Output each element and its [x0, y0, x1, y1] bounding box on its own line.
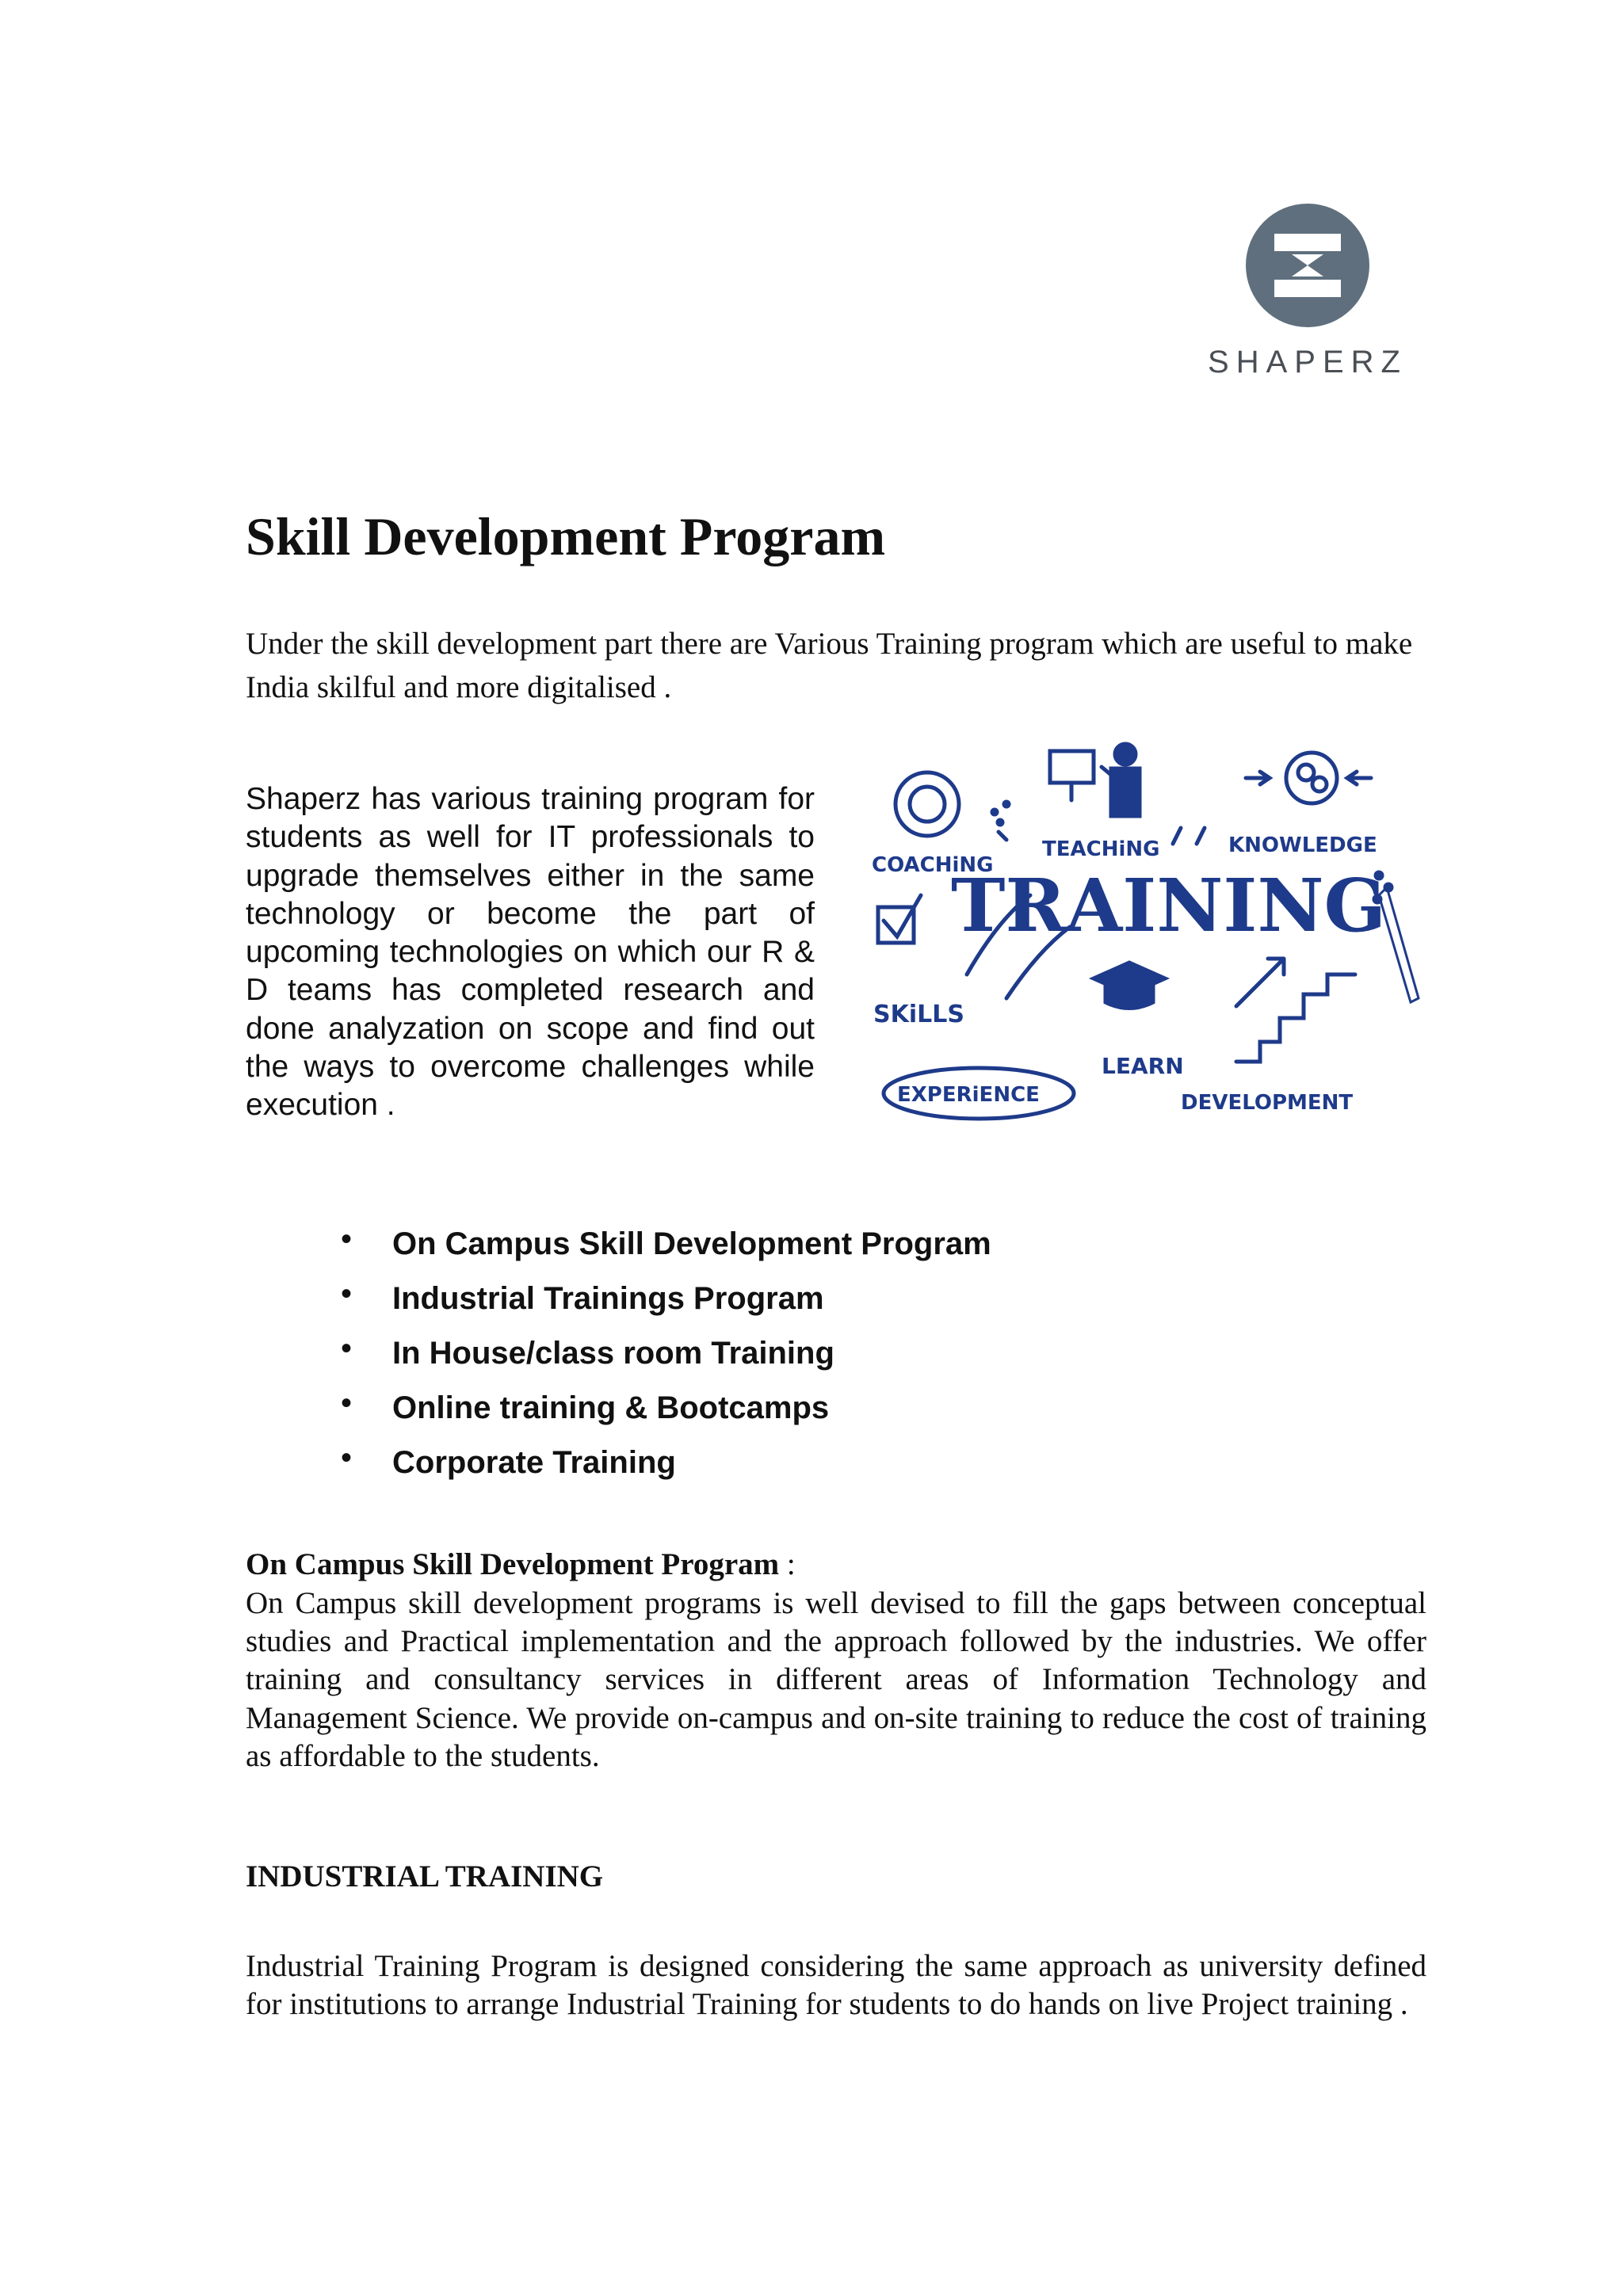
list-item: • On Campus Skill Development Program	[341, 1226, 991, 1281]
about-paragraph: Shaperz has various training program for students as well for IT professionals to upgrade themselves either in the same technology or become the part of upcoming technologies on which our R & D teams has completed research and done analyzation on scope and find out the ways to overcome challenges while execution .	[246, 782, 815, 1123]
word-skills: SKiLLS	[873, 1001, 964, 1028]
list-item: • Online training & Bootcamps	[341, 1390, 991, 1445]
on-campus-heading	[246, 1547, 796, 1582]
shaperz-logo	[1189, 202, 1426, 400]
list-item: • In House/class room Training	[341, 1336, 991, 1390]
industrial-heading: INDUSTRIAL TRAINING	[246, 1859, 604, 1894]
list-item: • Industrial Trainings Program	[341, 1281, 991, 1336]
word-training: TRAINING	[951, 863, 1387, 948]
word-coaching: COACHiNG	[872, 853, 994, 877]
coaching-icon	[896, 772, 959, 836]
page-title: Skill Development Program	[246, 506, 886, 566]
list-item: • Corporate Training	[341, 1445, 991, 1500]
word-experience: EXPERiENCE	[897, 1083, 1040, 1107]
word-learn: LEARN	[1102, 1053, 1184, 1079]
program-list	[341, 1226, 991, 1500]
on-campus-heading-colon: :	[779, 1547, 796, 1581]
word-knowledge: KNOWLEDGE	[1228, 833, 1377, 857]
industrial-paragraph: Industrial Training Program is designed considering the same approach as university defined for institutions to arrange Industrial Training for students to do hands on live Project training .	[246, 1949, 1426, 2022]
shaperz-logo-mark	[1244, 202, 1371, 329]
teaching-icon	[1050, 751, 1094, 783]
on-campus-heading-text: On Campus Skill Development Program	[246, 1547, 780, 1581]
word-development: DEVELOPMENT	[1181, 1091, 1354, 1115]
on-campus-paragraph: On Campus skill development programs is well devised to fill the gaps between conceptual studies and Practical implementation and the approach followed by the industries. We offer training and consultancy services in different areas of Information Technology and Management Science. We provide on-campus and on-site training to reduce the cost of training as affordable to the students.	[246, 1586, 1426, 1773]
training-illustration	[864, 737, 1434, 1133]
logo-wordmark: SHAPERZ	[1208, 345, 1407, 379]
word-teaching: TEACHiNG	[1042, 837, 1160, 861]
intro-paragraph: Under the skill development part there are Various Training program which are useful to make India skilful and more digitalised .	[246, 627, 1413, 704]
